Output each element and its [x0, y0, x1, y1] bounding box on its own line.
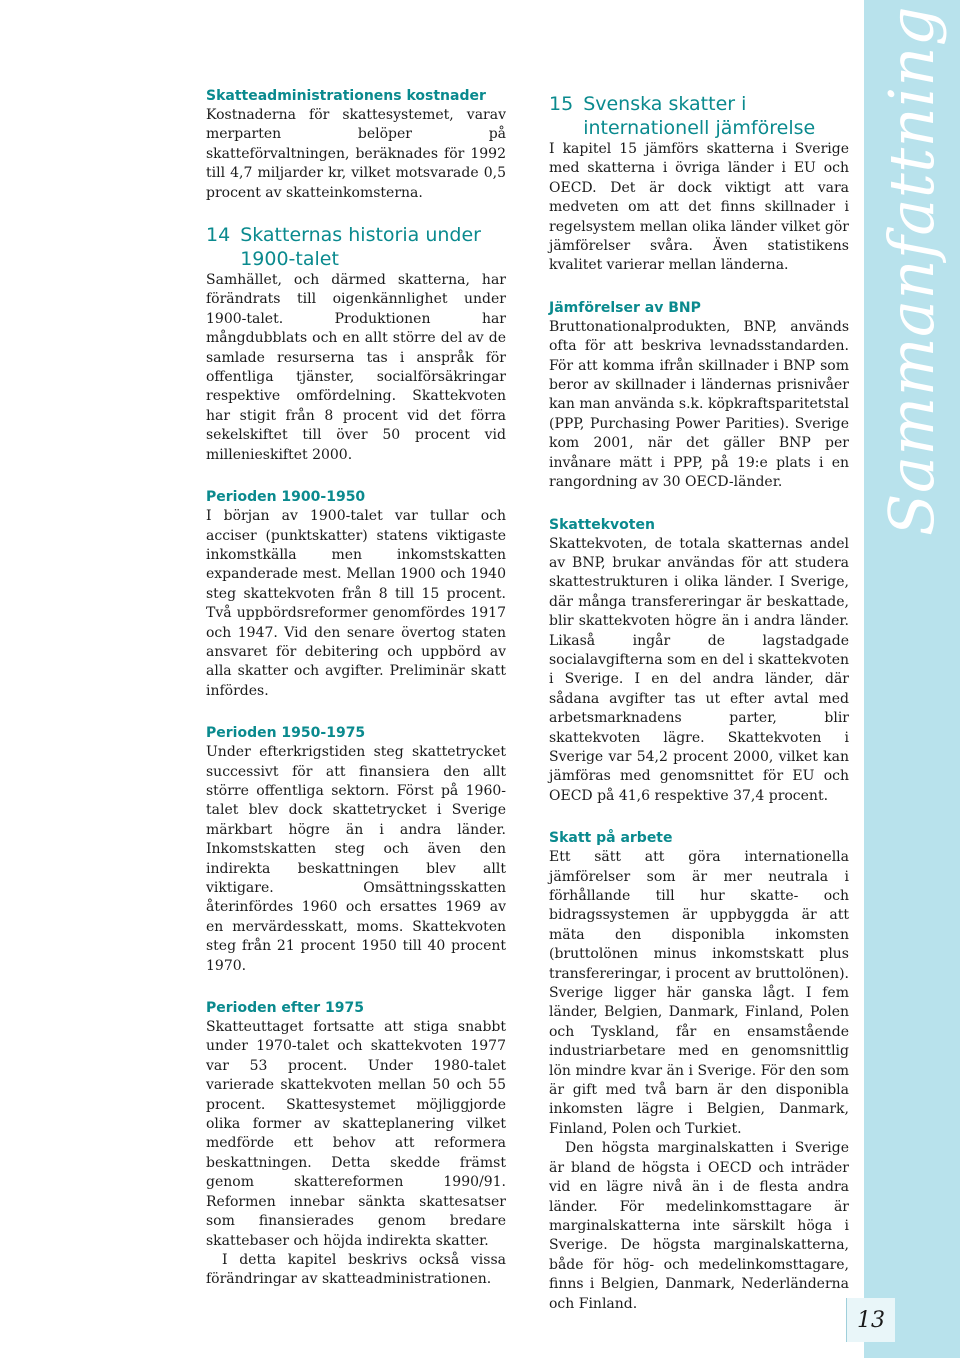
chapter-15-text: I kapitel 15 jämförs skatterna i Sverige med skatterna i övriga länder i EU och OECD. Det är dock viktigt att vara medveten om att det finns skillnader i regelsystem mellan olika länder vilket gör jämförelser svåra. Även statistikens kvalitet varierar mellan länderna. — [549, 141, 849, 274]
chapter-15-heading — [549, 92, 849, 140]
admin-heading: Skatteadministrationens kostnader — [206, 88, 486, 104]
right-column — [549, 92, 849, 1314]
sidebar-title — [868, 6, 956, 586]
chapter-14-text: Samhället, och därmed skatterna, har förändrats till oigenkännlighet under 1900-talet. Produktionen har mångdubblats och en allt större del av de samlade resurserna tas i anspråk för offentliga tjänster, socialförsäkringar respektive omfördelning. Skattekvoten har stigit från 8 procent vid det förra sekelskiftet till över 50 procent vid millenieskiftet 2000. — [206, 272, 506, 463]
page-number: 13 — [857, 1307, 885, 1333]
skatt-pa-arbete-text: Ett sätt att göra internationella jämförelser som är mer neutrala i förhållande till hur skatte- och bidragssystemen är uppbyggda är att mäta den disponibla inkomsten (bruttolönen minus inkomstskatt plus transfereringar, i procent av bruttolönen). Sverige ligger här ganska lågt. I fem länder, Belgien, Danmark, Finland, Polen och Tyskland, får en ensamstående industriarbetare med en genomsnittlig lön mindre kvar än i Sverige. För den som är gift med två barn är den disponibla inkomsten lägre i Belgien, Danmark, Finland, Polen och Turkiet. — [549, 849, 849, 1137]
chapter-15-number: 15 — [549, 93, 574, 115]
chapter-14-heading — [206, 223, 506, 271]
skatt-pa-arbete-text-2: Den högsta marginalskatten i Sverige är bland de högsta i OECD och inträder vid en lägre nivå än i de flesta andra länder. För medelinkomsttagare är marginalskatterna inte särskilt höga i Sverige. De högsta marginalskatterna, både för hög- och medelinkomsttagare, finns i Belgien, Danmark, Nederländerna och Finland. — [549, 1140, 849, 1312]
period-1900-1950-heading: Perioden 1900-1950 — [206, 489, 366, 506]
skatt-pa-arbete-heading: Skatt på arbete — [549, 830, 673, 847]
period-1950-1975-heading: Perioden 1950-1975 — [206, 725, 366, 742]
skattekvoten-text: Skattekvoten, de totala skatternas andel av BNP, brukar användas för att studera skattestrukturen i olika länder. I Sverige, där många transfereringar är beskattade, blir skattekvoten högre än i andra länder. Likaså ingår de lagstadgade socialavgifterna som en del i skattekvoten i Sverige. I en del andra länder, där sådana avgifter tas ut efter avtal med arbetsmarknadens parter, blir skattekvoten lägre. Skattekvoten i Sverige var 54,2 procent 2000, vilket kan jämföras med genomsnittet för EU och OECD på 41,6 respektive 37,4 procent. — [549, 535, 849, 804]
chapter-14-number: 14 — [206, 224, 231, 247]
period-after-1975-text-2: I detta kapitel beskrivs också vissa förändringar av skatteadministrationen. — [206, 1251, 506, 1288]
bnp-heading: Jämförelser av BNP — [549, 299, 701, 316]
bnp-text: Bruttonationalprodukten, BNP, används ofta för att beskriva levnadsstandarden. För att komma ifrån skillnader i BNP som beror av skillnader i ländernas prisnivåer kan man använda s.k. köpkraftsparitetstal (PPP, Purchasing Power Parities). Sverige kom 2001, när det gäller BNP per invånare mätt i PPP, på 19:e plats i en rangordning av 30 OECD-länder. — [549, 318, 849, 491]
sidebar-title-text: Sammanfattning — [875, 6, 948, 537]
page-number-box — [846, 1298, 895, 1342]
chapter-15-title: Svenska skatter i internationell jämförelse — [583, 93, 816, 139]
period-after-1975-text: Skatteuttaget fortsatte att stiga snabbt under 1970-talet och skattekvoten 1977 var 53 procent. Under 1980-talet varierade skattekvoten mellan 50 och 55 procent. Skattesystemet möjliggjorde olika former av skatteplanering vilket medförde ett behov att reformera beskattningen. Detta skedde främst genom skattereformen 1990/91. Reformen innebar sänkta skattesatser som finansierades genom bredare skattebaser och höjda indirekta skatter. — [206, 1019, 506, 1249]
chapter-14-title: Skatternas historia under 1900-talet — [240, 224, 481, 271]
section-sidebar — [864, 0, 960, 1358]
period-1900-1950-text: I början av 1900-talet var tullar och acciser (punktskatter) statens viktigaste inkomstkälla men inkomstskatten expanderade mest. Mellan 1900 och 1940 steg skattekvoten från 8 till 15 procent. Två uppbördsreformer genomfördes 1917 och 1947. Vid den senare övertog staten ansvaret för debitering och uppbörd av alla skatter och avgifter. Preliminär skatt infördes. — [206, 508, 506, 699]
left-column — [206, 86, 506, 1290]
period-1950-1975-text: Under efterkrigstiden steg skattetrycket successivt för att finansiera den allt större offentliga sektorn. Först på 1960-talet blev dock skattetrycket i Sverige märkbart högre än i andra länder. Inkomstskatten steg och även den indirekta beskattningen blev allt viktigare. Omsättningsskatten återinfördes 1960 och ersattes 1969 av en mervärdesskatt, moms. Skattekvoten steg från 21 procent 1950 till 40 procent 1970. — [206, 744, 506, 974]
period-after-1975-heading: Perioden efter 1975 — [206, 1000, 364, 1017]
admin-text: Kostnaderna för skattesystemet, varav merparten belöper på skatteförvaltningen, beräknades för 1992 till 4,7 miljarder kr, vilket motsvarade 0,5 procent av skatteinkomsterna. — [206, 107, 506, 201]
skattekvoten-heading: Skattekvoten — [549, 516, 655, 533]
